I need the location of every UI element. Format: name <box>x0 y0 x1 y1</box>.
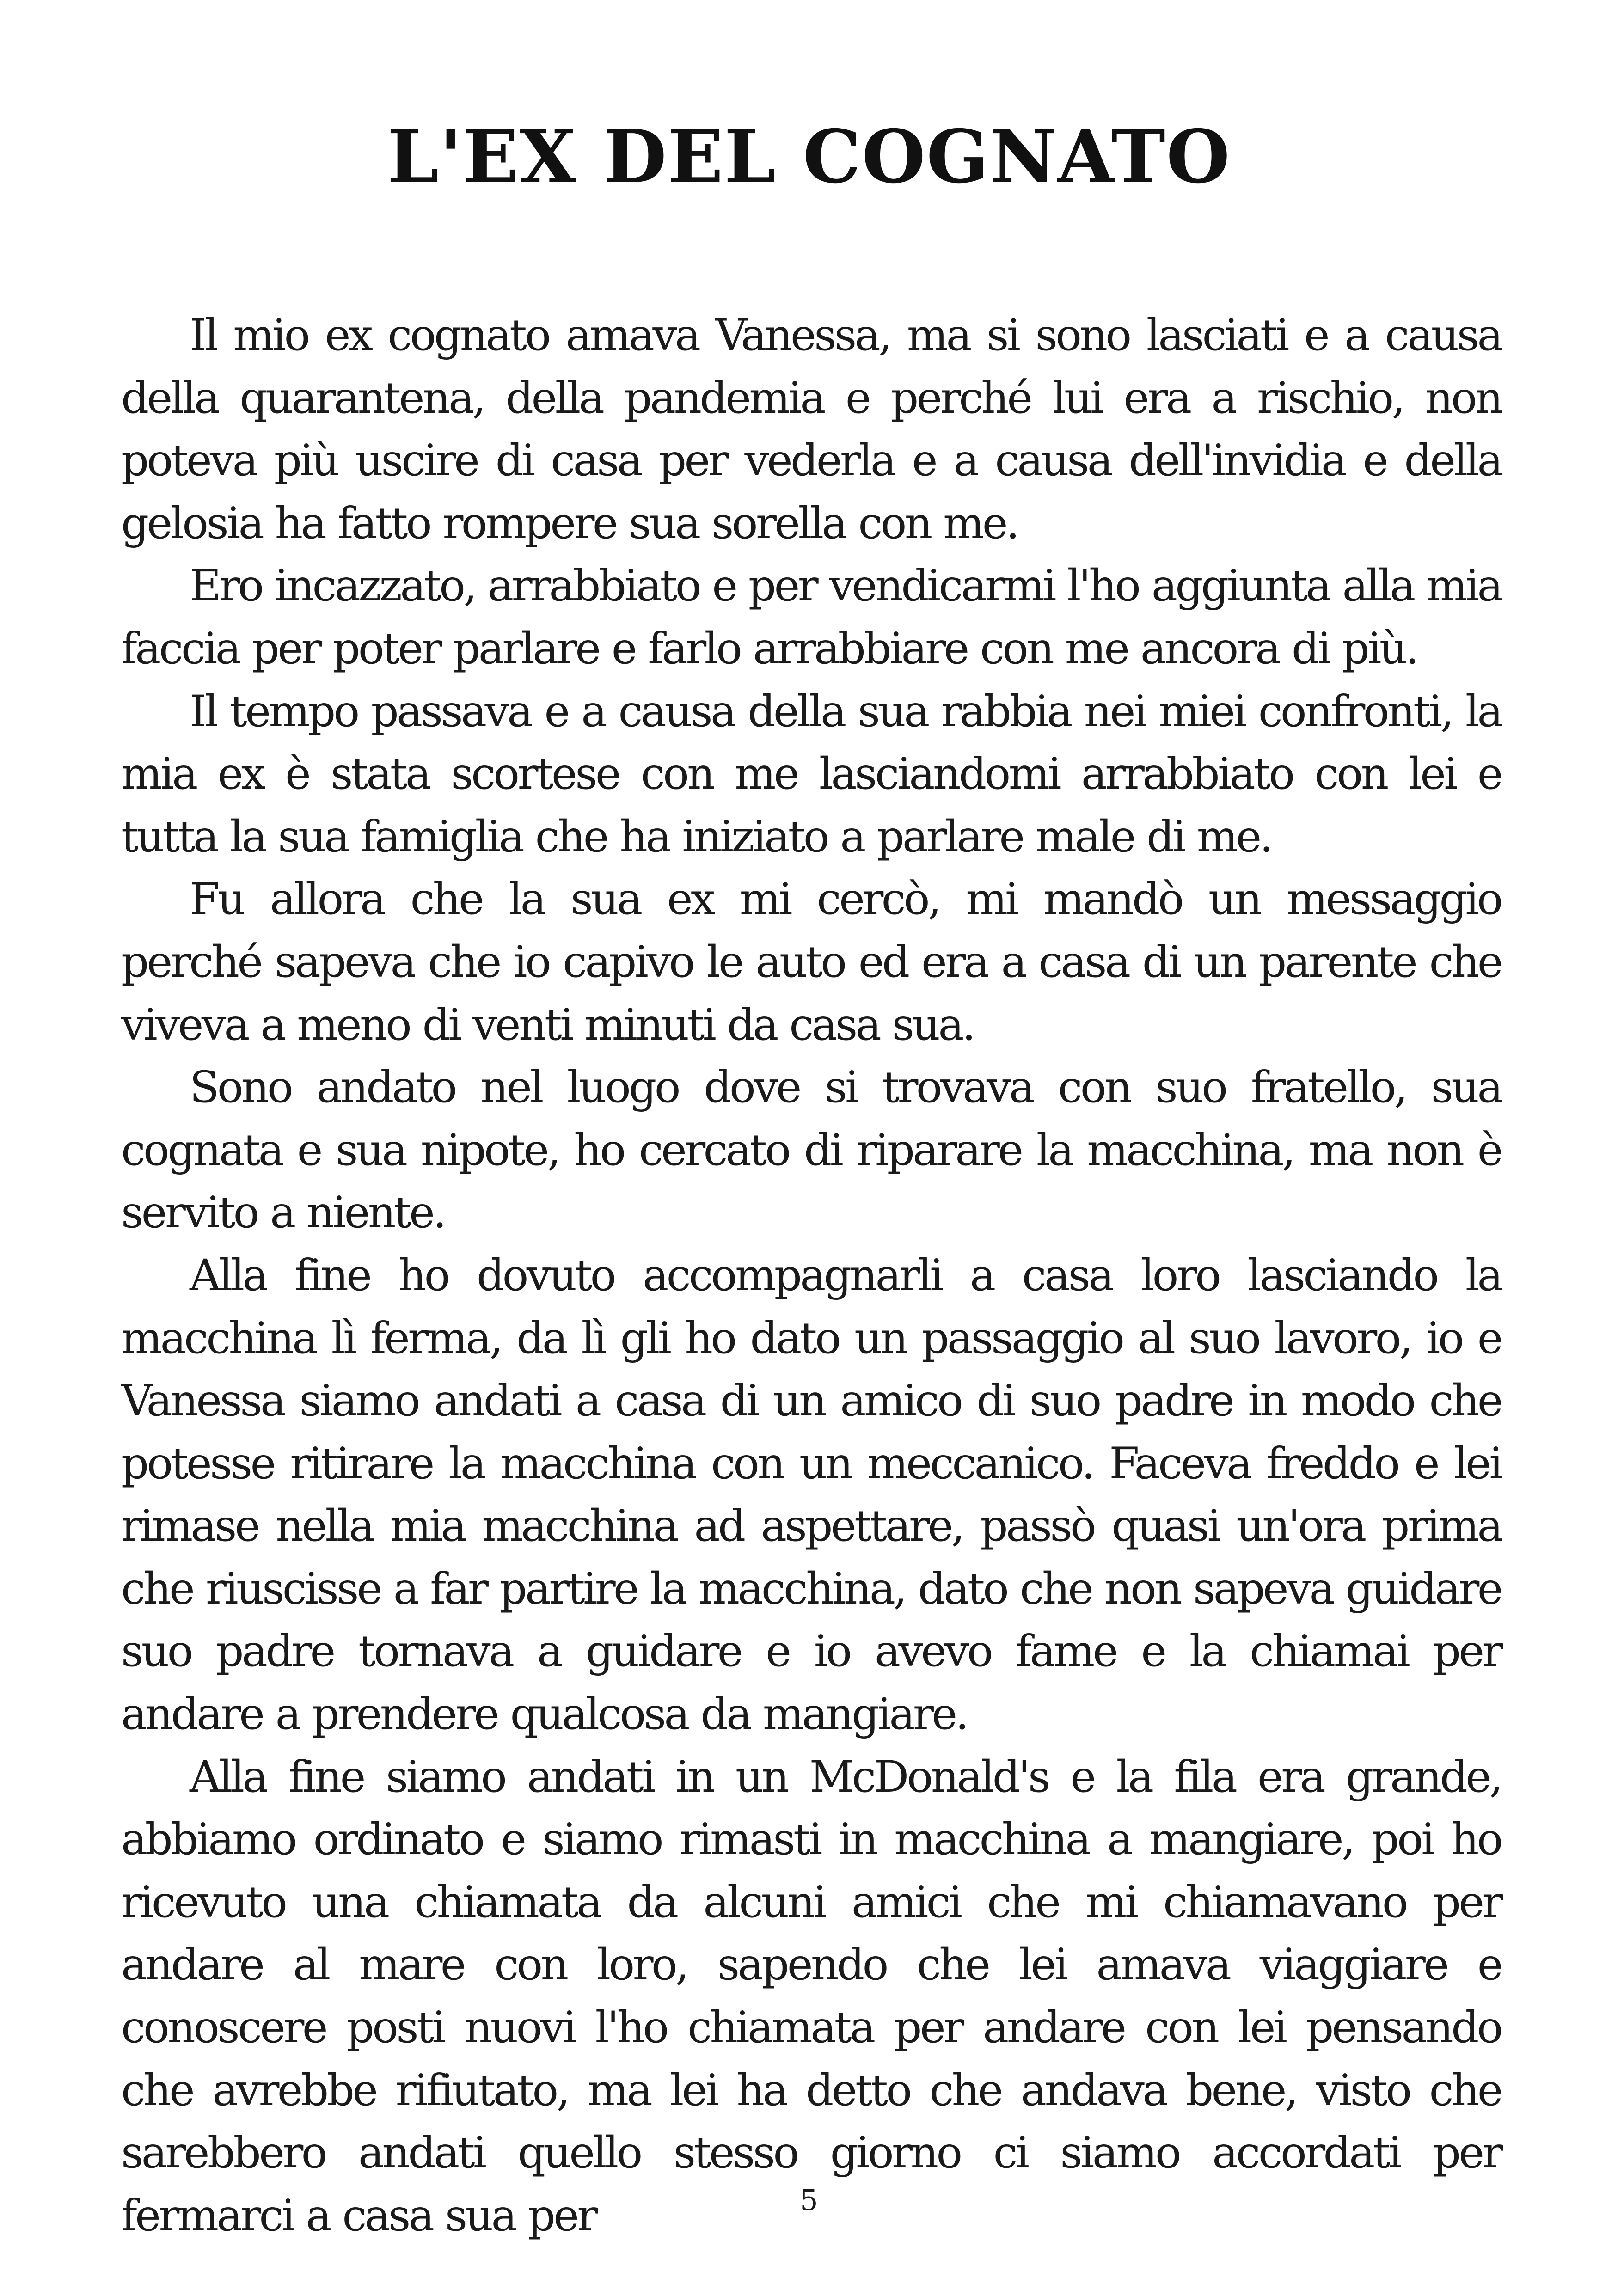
page-number: 5 <box>800 2183 818 2217</box>
paragraph: Alla fine siamo andati in un McDonald's e la fila era grande, abbiamo ordinato e siamo rimasti in macchina a mangiare, poi ho ricevuto una chiamata da alcuni amici che mi chiamavano per andare al mare con loro, sapendo che lei amava viaggiare e conoscere posti nuovi l'ho chiamata per andare con lei pensando che avrebbe rifiutato, ma lei ha detto che andava bene, visto che sarebbero andati quello stesso giorno ci siamo accordati per fermarci a casa sua per <box>121 1751 1501 2241</box>
paragraph: Fu allora che la sua ex mi cercò, mi mandò un messaggio perché sapeva che io capivo le auto ed era a casa di un parente che viveva a meno di venti minuti da casa sua. <box>121 874 1501 1050</box>
paragraph: Alla fine ho dovuto accompagnarli a casa loro lasciando la macchina lì ferma, da lì gli ho dato un passaggio al suo lavoro, io e Vanessa siamo andati a casa di un amico di suo padre in modo che potesse ritirare la macchina con un meccanico. Faceva freddo e lei rimase nella mia macchina ad aspettare, passò quasi un'ora prima che riuscisse a far partire la macchina, dato che non sapeva guidare suo padre tornava a guidare e io avevo fame e la chiamai per andare a prendere qualcosa da mangiare. <box>121 1250 1501 1740</box>
chapter-body <box>121 304 1501 2247</box>
paragraph: Ero incazzato, arrabbiato e per vendicarmi l'ho aggiunta alla mia faccia per poter parlare e farlo arrabbiare con me ancora di più. <box>121 561 1501 674</box>
paragraph: Il tempo passava e a causa della sua rabbia nei miei confronti, la mia ex è stata scortese con me lasciandomi arrabbiato con lei e tutta la sua famiglia che ha iniziato a parlare male di me. <box>121 686 1501 862</box>
paragraph: Il mio ex cognato amava Vanessa, ma si sono lasciati e a causa della quarantena, della pandemia e perché lui era a rischio, non poteva più uscire di casa per vederla e a causa dell'invidia e della gelosia ha fatto rompere sua sorella con me. <box>121 310 1501 549</box>
paragraph: Sono andato nel luogo dove si trovava con suo fratello, sua cognata e sua nipote, ho cercato di riparare la macchina, ma non è servito a niente. <box>121 1062 1501 1238</box>
chapter-title: L'EX DEL COGNATO <box>387 114 1231 200</box>
